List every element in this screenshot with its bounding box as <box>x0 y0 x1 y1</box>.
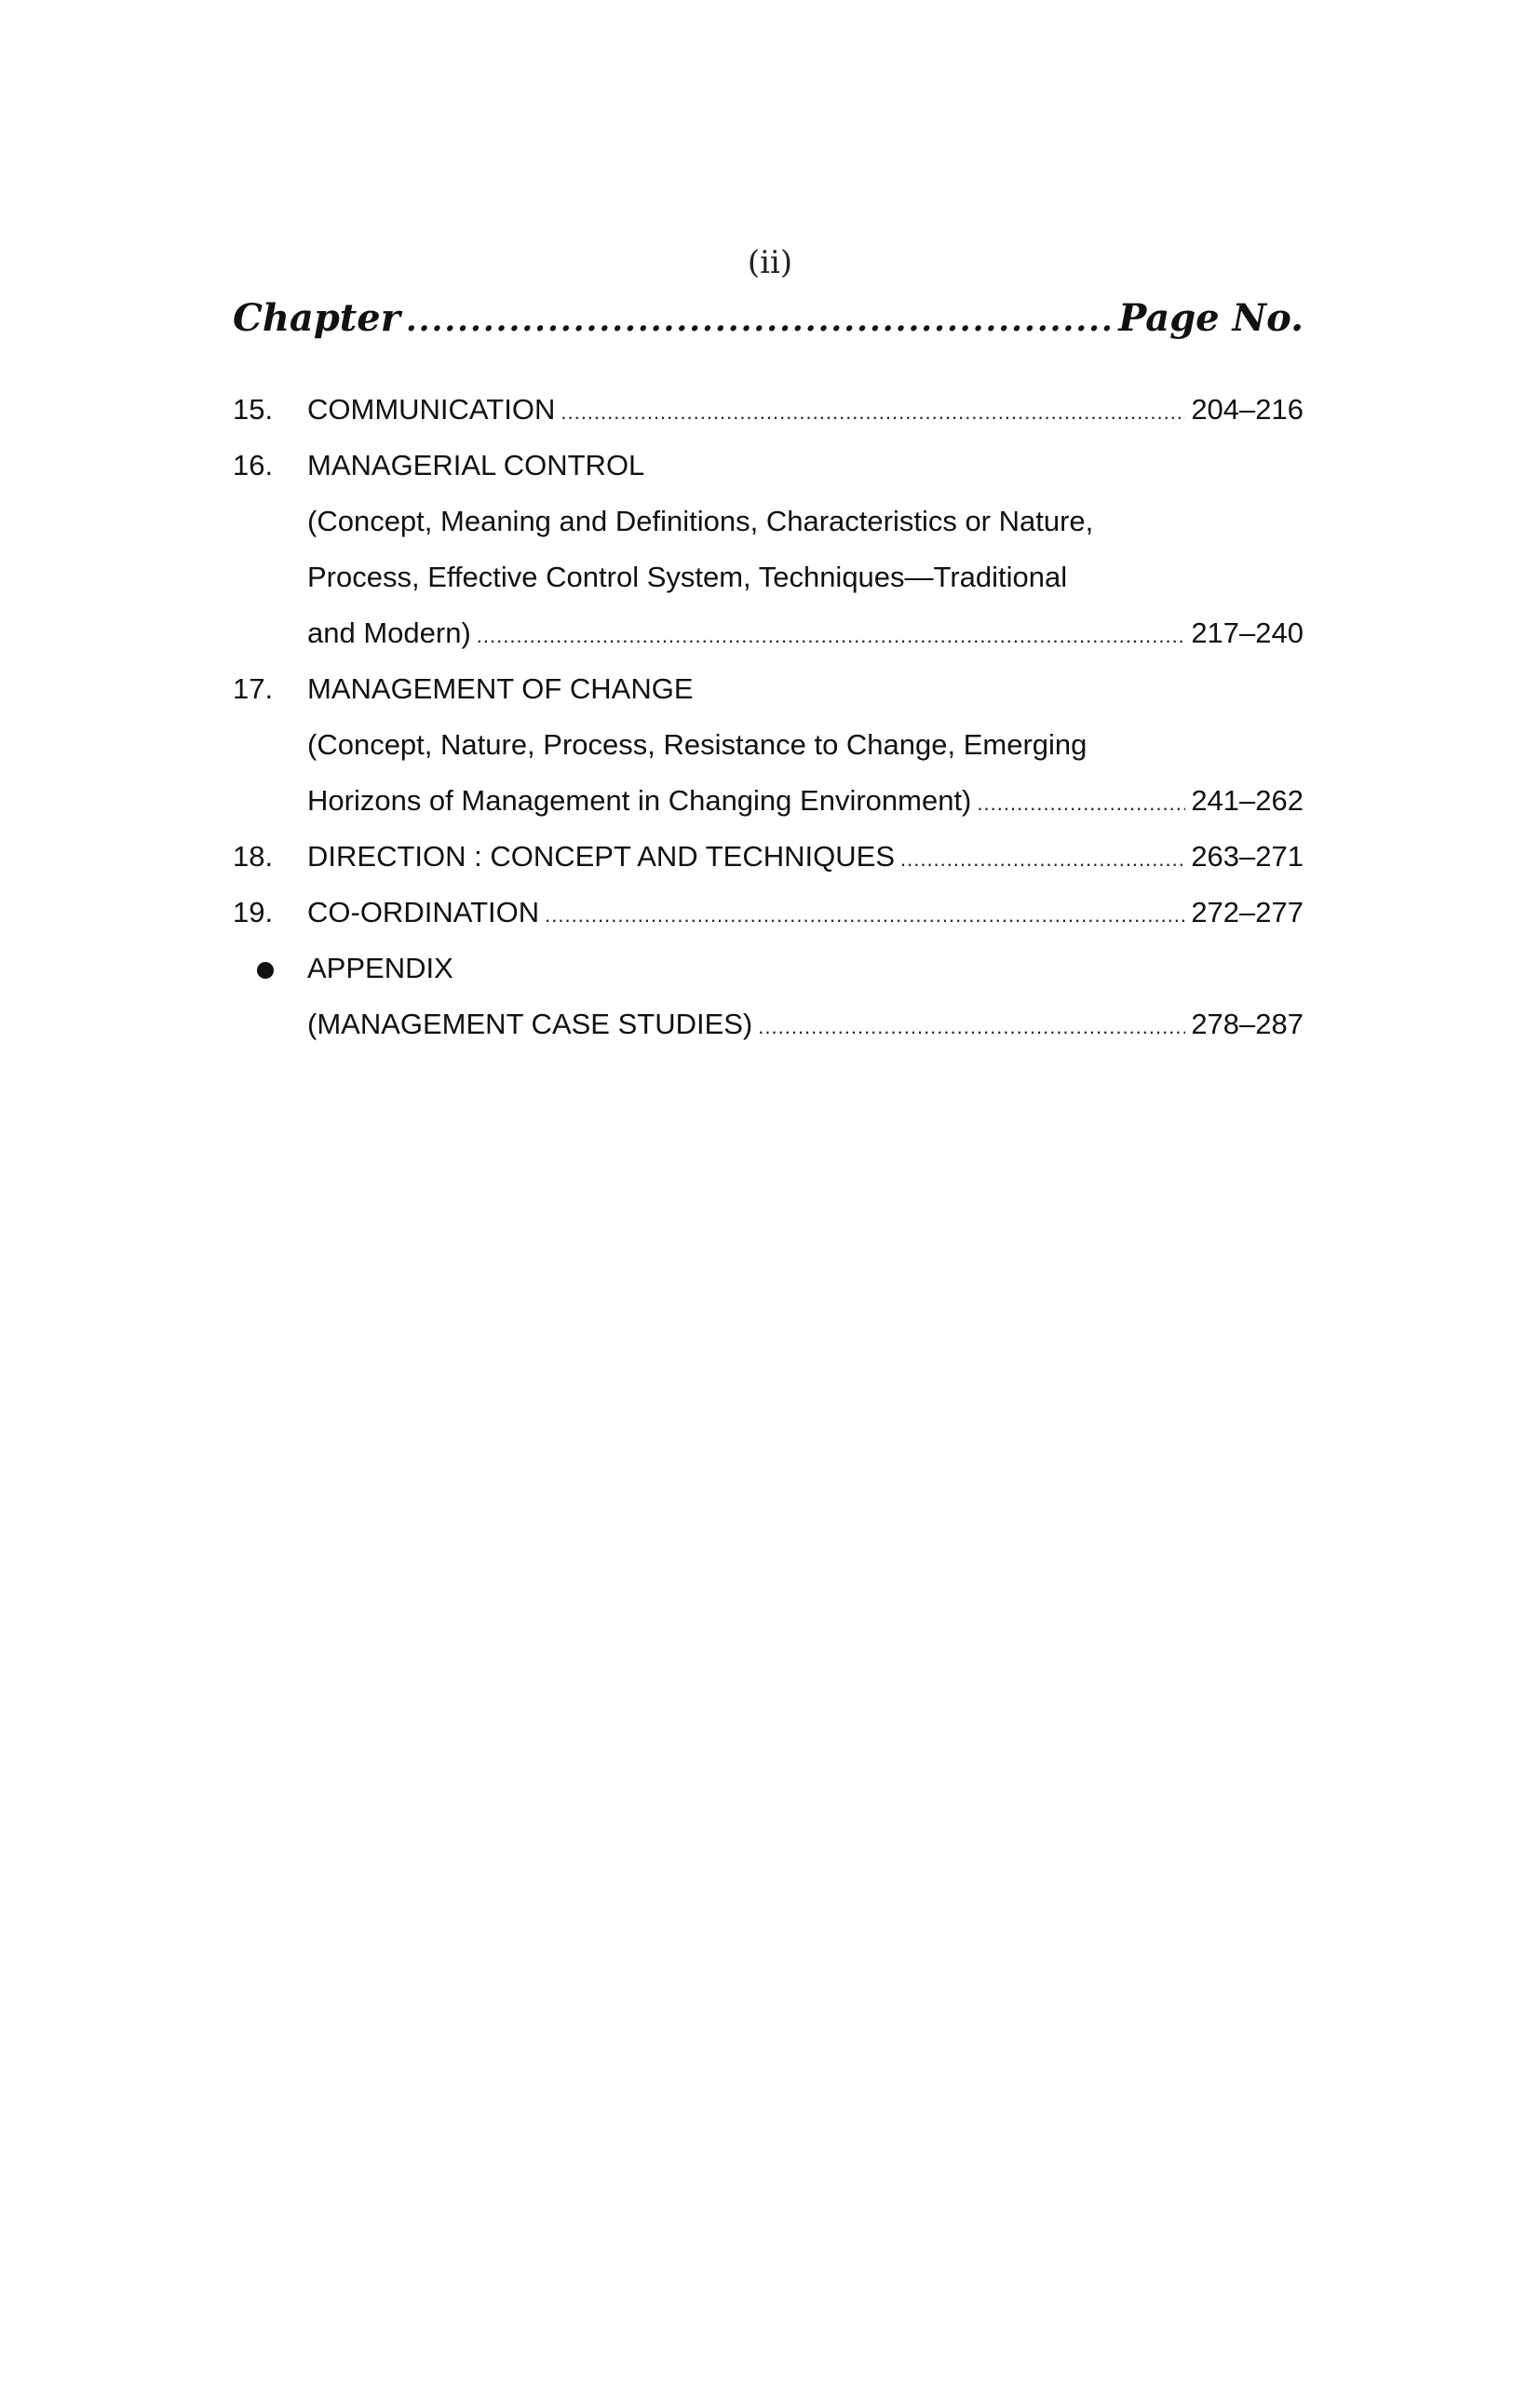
entry-title: APPENDIX <box>307 952 453 984</box>
toc-entry-17 <box>233 661 1304 717</box>
entry-description: (MANAGEMENT CASE STUDIES) <box>307 1008 753 1040</box>
entry-pages: 263–271 <box>1191 840 1304 873</box>
entry-pages: 217–240 <box>1191 616 1304 649</box>
entry-pages: 204–216 <box>1191 393 1304 426</box>
entry-description-line <box>233 773 1304 829</box>
toc-entry-16 <box>233 438 1304 494</box>
entry-description-line <box>233 605 1304 661</box>
entry-pages: 241–262 <box>1191 784 1304 817</box>
toc-entry-19 <box>233 885 1304 941</box>
entry-number: 19. <box>233 896 274 928</box>
leader-dots <box>477 608 1186 664</box>
toc-header <box>233 296 1304 340</box>
entry-number: 17. <box>233 672 274 705</box>
entry-description-line <box>233 549 1304 605</box>
entry-pages: 272–277 <box>1191 896 1304 928</box>
entry-title: MANAGERIAL CONTROL <box>307 449 645 481</box>
leader-dots <box>545 887 1185 943</box>
leader-dots <box>406 302 1113 339</box>
chapter-column-label: Chapter <box>233 296 400 340</box>
entry-description-line <box>233 494 1304 549</box>
entry-number: 15. <box>233 393 274 426</box>
entry-title: MANAGEMENT OF CHANGE <box>307 672 694 705</box>
leader-dots <box>900 832 1185 887</box>
toc-entry-appendix <box>233 941 1304 996</box>
entry-description: and Modern) <box>307 616 471 649</box>
entry-pages: 278–287 <box>1191 1008 1304 1040</box>
toc-entry-18 <box>233 829 1304 885</box>
table-of-contents <box>233 382 1304 1052</box>
entry-title: DIRECTION : CONCEPT AND TECHNIQUES <box>307 840 895 873</box>
entry-description-line <box>233 996 1304 1052</box>
entry-number: 16. <box>233 449 274 481</box>
entry-title: COMMUNICATION <box>307 393 556 426</box>
entry-number: 18. <box>233 840 274 873</box>
page-column-label: Page No. <box>1118 296 1304 340</box>
toc-entry-15 <box>233 382 1304 438</box>
leader-dots <box>561 385 1185 440</box>
entry-description: (Concept, Nature, Process, Resistance to Change, Emerging <box>307 728 1087 761</box>
entry-description-line <box>233 717 1304 773</box>
bullet-icon <box>233 941 307 996</box>
entry-description: Process, Effective Control System, Techniques—Traditional <box>307 561 1068 593</box>
leader-dots <box>977 776 1185 832</box>
entry-description: (Concept, Meaning and Definitions, Characteristics or Nature, <box>307 505 1094 537</box>
entry-title: CO-ORDINATION <box>307 896 540 928</box>
leader-dots <box>758 999 1185 1055</box>
page-number: (ii) <box>747 244 793 281</box>
entry-description: Horizons of Management in Changing Environment) <box>307 784 972 817</box>
